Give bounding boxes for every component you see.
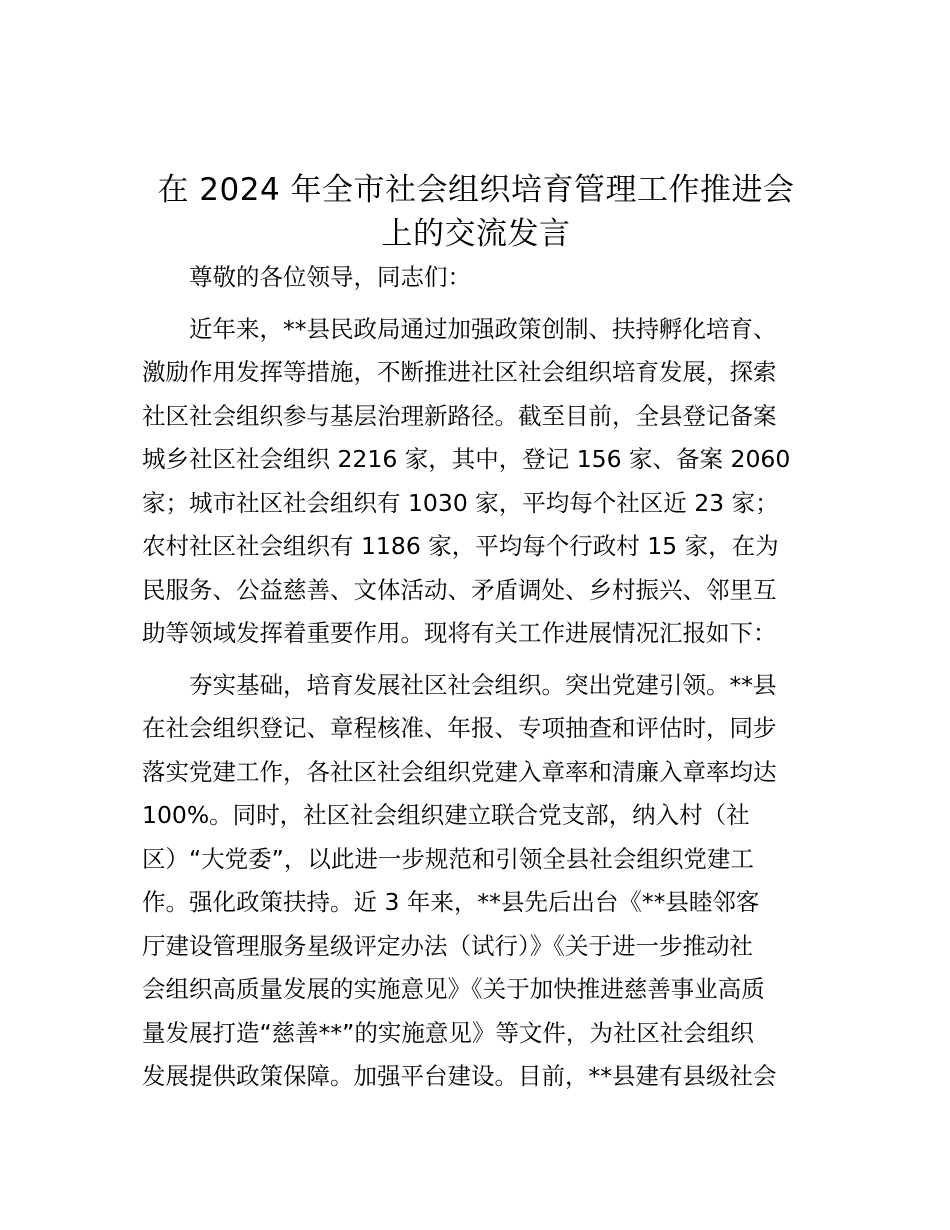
- document-page: [142, 168, 810, 1099]
- document-body: [142, 256, 810, 1099]
- text-line: 社区社会组织参与基层治理新路径。截至目前，全县登记备案: [142, 401, 777, 430]
- text-line: 夯实基础，培育发展社区社会组织。突出党建引领。**县: [189, 670, 777, 699]
- title-line-2: 上的交流发言: [381, 216, 571, 252]
- text-line: 发展提供政策保障。加强平台建设。目前，**县建有县级社会: [142, 1062, 777, 1090]
- text-line: 厅建设管理服务星级评定办法（试行）》《关于进一步推动社: [142, 931, 753, 960]
- text-line: 区）“大党委”，以此进一步规范和引领全县社会组织党建工: [142, 844, 754, 873]
- paragraph-foundation: [142, 664, 810, 1099]
- text-line: 民服务、公益慈善、文体活动、矛盾调处、乡村振兴、邻里互: [142, 575, 777, 604]
- salutation: 尊敬的各位领导，同志们：: [189, 263, 471, 291]
- text-line: 会组织高质量发展的实施意见》《关于加快推进慈善事业高质: [142, 975, 765, 1003]
- text-line: 家；城市社区社会组织有 1030 家，平均每个社区近 23 家；: [142, 488, 779, 517]
- text-line: 100%。同时，社区社会组织建立联合党支部，纳入村（社: [142, 801, 750, 829]
- title-line-1: 在 2024 年全市社会组织培育管理工作推进会: [157, 172, 795, 208]
- text-line: 近年来，**县民政局通过加强政策创制、扶持孵化培育、: [189, 314, 777, 343]
- text-line: 落实党建工作，各社区社会组织党建入章率和清廉入章率均达: [142, 757, 777, 786]
- document-title: [142, 168, 810, 256]
- text-line: 量发展打造“慈善**”的实施意见》等文件，为社区社会组织: [142, 1018, 754, 1047]
- paragraph-overview: [142, 308, 810, 656]
- text-line: 激励作用发挥等措施，不断推进社区社会组织培育发展，探索: [142, 358, 777, 386]
- text-line: 城乡社区社会组织 2216 家，其中，登记 156 家、备案 2060: [142, 445, 791, 473]
- paragraph-gap: [142, 656, 810, 664]
- text-line: 在社会组织登记、章程核准、年报、专项抽查和评估时，同步: [142, 714, 777, 742]
- text-line: 助等领域发挥着重要作用。现将有关工作进展情况汇报如下：: [142, 619, 777, 647]
- text-line: 作。强化政策扶持。近 3 年来，**县先后出台《**县睦邻客: [142, 888, 760, 916]
- text-line: 农村社区社会组织有 1186 家，平均每个行政村 15 家，在为: [142, 532, 779, 560]
